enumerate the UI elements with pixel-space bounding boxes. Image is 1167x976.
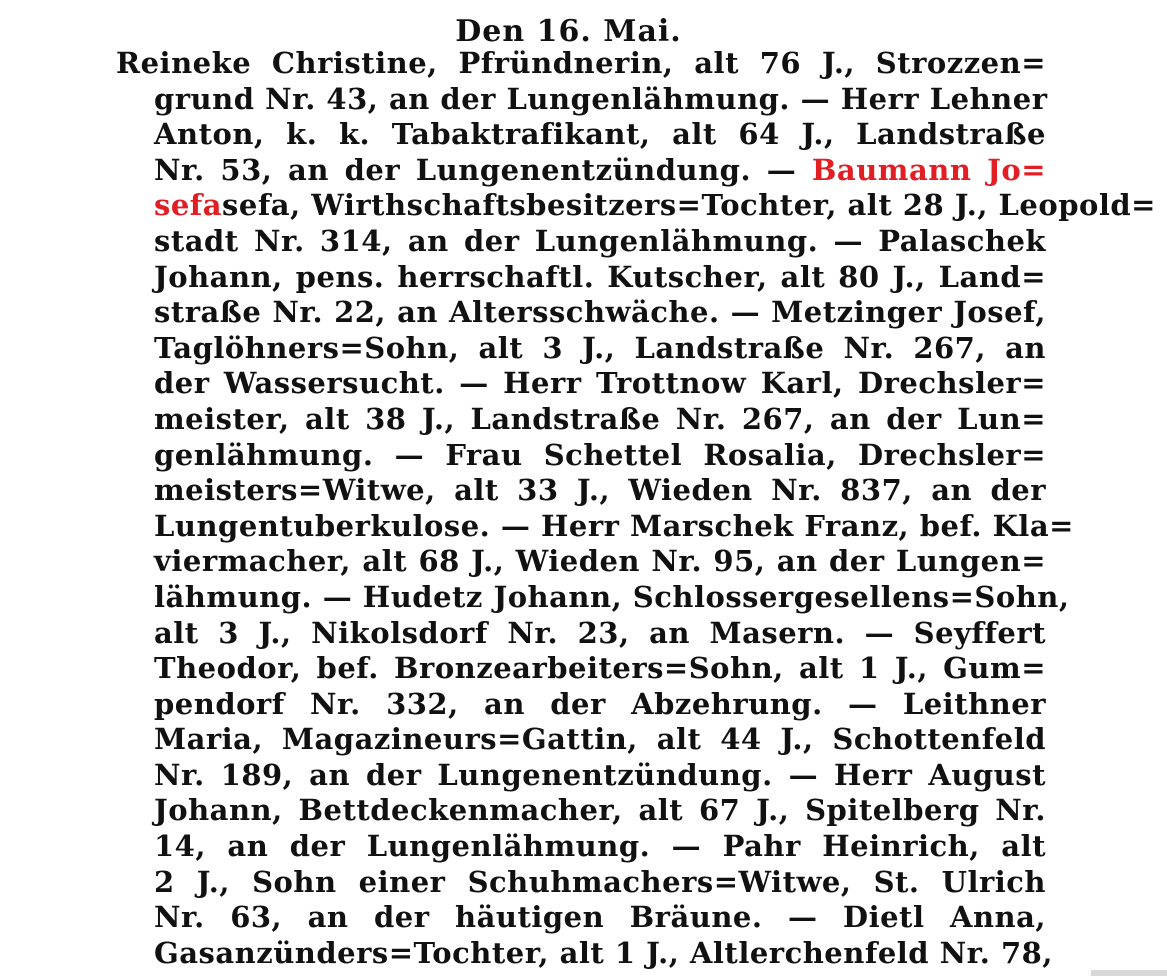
text-line: meister, alt 38 J., Landstraße Nr. 267, an der Lun= <box>154 401 1046 436</box>
text-line: Nr. 189, an der Lungenentzündung. — Herr August <box>154 757 1046 792</box>
death-notices <box>116 46 1156 971</box>
highlighted-name: Baumann Jo= <box>811 152 1046 187</box>
scan-corner-shade <box>1091 970 1167 976</box>
text-line: der Wassersucht. — Herr Trottnow Karl, Drechsler= <box>154 366 1046 401</box>
text-line: Nr. 63, an der häutigen Bräune. — Dietl Anna, <box>154 900 1046 935</box>
text-line: lähmung. — Hudetz Johann, Schlossergesellens=Sohn, <box>154 579 1070 614</box>
text-segment: Nr. 53, an der Lungenentzündung. — <box>154 152 797 187</box>
text-line: grund Nr. 43, an der Lungenlähmung. — Herr Lehner <box>154 81 1048 116</box>
date-heading: Den 16. Mai. <box>455 14 682 49</box>
text-line: Gasanzünders=Tochter, alt 1 J., Altlerchenfeld Nr. 78, <box>154 935 1053 970</box>
text-line: Maria, Magazineurs=Gattin, alt 44 J., Schottenfeld <box>154 722 1046 757</box>
text-line <box>154 188 1156 224</box>
text-line: Johann, pens. herrschaftl. Kutscher, alt 80 J., Land= <box>154 259 1046 294</box>
text-line: meisters=Witwe, alt 33 J., Wieden Nr. 837, an der <box>154 473 1046 508</box>
text-line: genlähmung. — Frau Schettel Rosalia, Drechsler= <box>154 437 1046 472</box>
text-line: Taglöhners=Sohn, alt 3 J., Landstraße Nr. 267, an <box>154 330 1046 365</box>
text-line: alt 3 J., Nikolsdorf Nr. 23, an Masern. — Seyffert <box>154 615 1046 650</box>
text-line: Theodor, bef. Bronzearbeiters=Sohn, alt 1 J., Gum= <box>154 651 1046 686</box>
text-line: straße Nr. 22, an Altersschwäche. — Metzinger Josef, <box>154 295 1046 330</box>
text-line: Anton, k. k. Tabaktrafikant, alt 64 J., Landstraße <box>154 117 1046 152</box>
text-line: Reineke Christine, Pfründnerin, alt 76 J., Strozzen= <box>116 46 1046 80</box>
text-line <box>154 153 1046 189</box>
highlighted-name-cont: sefa <box>154 188 223 223</box>
text-line: Lungentuberkulose. — Herr Marschek Franz, bef. Kla= <box>154 508 1074 543</box>
text-line: 2 J., Sohn einer Schuhmachers=Witwe, St. Ulrich <box>154 864 1046 899</box>
text-line: viermacher, alt 68 J., Wieden Nr. 95, an der Lungen= <box>154 544 1046 579</box>
text-line: 14, an der Lungenlähmung. — Pahr Heinrich, alt <box>154 829 1046 864</box>
text-line: Johann, Bettdeckenmacher, alt 67 J., Spitelberg Nr. <box>154 793 1046 828</box>
text-line: stadt Nr. 314, an der Lungenlähmung. — Palaschek <box>154 223 1046 258</box>
text-line: pendorf Nr. 332, an der Abzehrung. — Leithner <box>154 686 1046 721</box>
text-segment: sefa, Wirthschaftsbesitzers=Tochter, alt 28 J., Leopold= <box>222 188 1156 223</box>
